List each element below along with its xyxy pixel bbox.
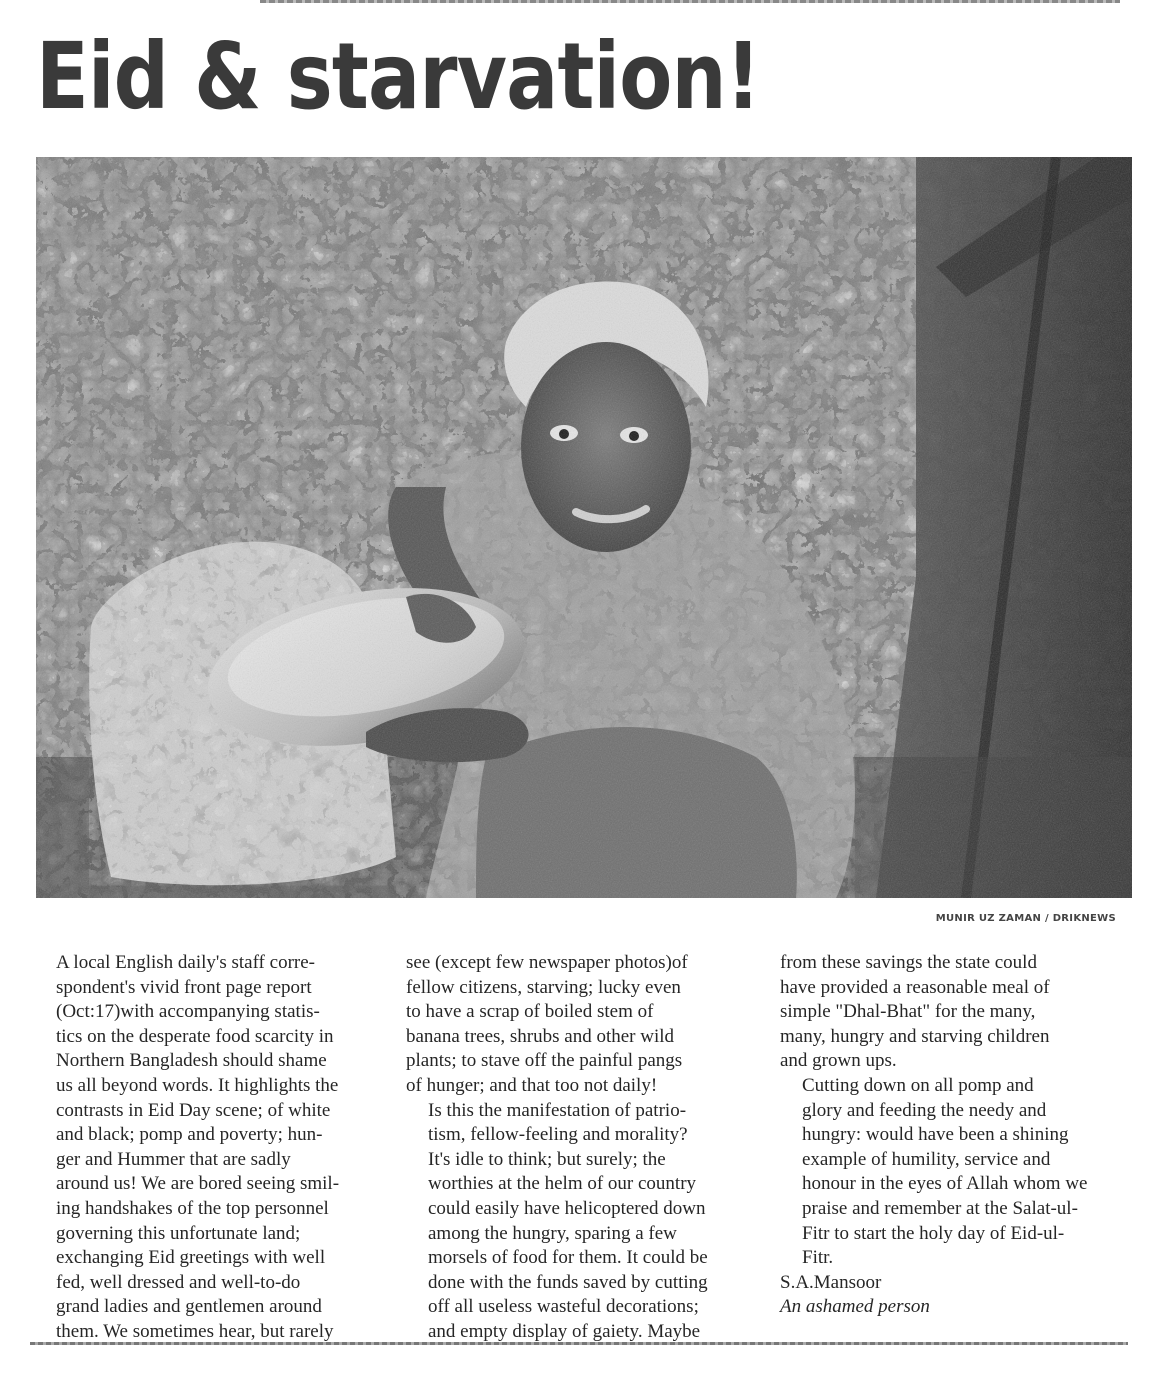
text-line: from these savings the state could (780, 952, 1037, 973)
text-line: grand ladies and gentlemen around (56, 1296, 322, 1318)
text-line: tics on the desperate food scarcity in (56, 1025, 334, 1047)
text-line: example of humility, service and (802, 1148, 1051, 1170)
text-line: and empty display of gaiety. Maybe (428, 1320, 701, 1342)
text-line: Fitr to start the holy day of Eid-ul- (802, 1222, 1065, 1244)
text-line: around us! We are bored seeing smil- (56, 1173, 340, 1195)
text-line: hungry: would have been a shining (802, 1124, 1069, 1146)
text-line: us all beyond words. It highlights the (56, 1074, 339, 1096)
text-line: banana trees, shrubs and other wild (406, 1025, 675, 1047)
text-line: praise and remember at the Salat-ul- (802, 1197, 1078, 1219)
article-column-2 (406, 951, 756, 1345)
text-line: It's idle to think; but surely; the (428, 1148, 666, 1170)
text-line: to have a scrap of boiled stem of (406, 1001, 654, 1023)
text-line: fed, well dressed and well-to-do (56, 1271, 301, 1293)
text-line: and grown ups. (780, 1050, 897, 1072)
text-line: simple "Dhal-Bhat" for the many, (780, 1001, 1036, 1023)
paragraph (406, 951, 756, 1099)
text-line: (Oct:17)with accompanying statis- (56, 1001, 320, 1023)
text-line: spondent's vivid front page report (56, 976, 312, 998)
text-line: tism, fellow-feeling and morality? (428, 1124, 688, 1146)
text-line: governing this unfortunate land; (56, 1222, 301, 1244)
text-line: of hunger; and that too not daily! (406, 1074, 658, 1096)
photo-elderly-woman-with-bowl (36, 157, 1132, 898)
author-name: S.A.Mansoor (780, 1271, 882, 1293)
text-line: done with the funds saved by cutting (428, 1271, 708, 1293)
text-line: contrasts in Eid Day scene; of white (56, 1099, 331, 1121)
text-line: among the hungry, sparing a few (428, 1222, 677, 1244)
text-line: Northern Bangladesh should shame (56, 1050, 327, 1072)
paragraph (780, 951, 1128, 1074)
text-line: morsels of food for them. It could be (428, 1247, 708, 1269)
text-line: off all useless wasteful decorations; (428, 1296, 699, 1318)
headline: Eid & starvation! (36, 23, 761, 130)
paragraph (406, 1099, 756, 1148)
bottom-rule (30, 1342, 1128, 1345)
text-line: could easily have helicoptered down (428, 1197, 706, 1219)
photo-credit: MUNIR UZ ZAMAN / DRIKNEWS (935, 913, 1116, 924)
text-line: see (except few newspaper photos)of (406, 952, 688, 973)
text-line: exchanging Eid greetings with well (56, 1247, 326, 1269)
text-line: A local English daily's staff corre- (56, 952, 315, 973)
text-line: them. We sometimes hear, but rarely (56, 1320, 334, 1342)
paragraph (780, 1074, 1128, 1271)
article-column-1 (34, 951, 374, 1345)
text-line: fellow citizens, starving; lucky even (406, 976, 681, 998)
article-column-3 (780, 951, 1128, 1320)
text-line: plants; to stave off the painful pangs (406, 1050, 683, 1072)
signature (780, 1271, 1128, 1320)
text-line: glory and feeding the needy and (802, 1099, 1047, 1121)
text-line: Fitr. (802, 1247, 834, 1269)
text-line: Is this the manifestation of patrio- (428, 1099, 687, 1121)
text-line: have provided a reasonable meal of (780, 976, 1050, 998)
text-line: worthies at the helm of our country (428, 1173, 697, 1195)
text-line: honour in the eyes of Allah whom we (802, 1173, 1088, 1195)
text-line: Cutting down on all pomp and (802, 1074, 1034, 1096)
text-line: and black; pomp and poverty; hun- (56, 1124, 323, 1146)
top-rule (260, 0, 1120, 3)
article-photo (36, 157, 1132, 898)
text-line: ger and Hummer that are sadly (56, 1148, 291, 1170)
paragraph (34, 951, 374, 1345)
author-description: An ashamed person (780, 1296, 930, 1318)
text-line: many, hungry and starving children (780, 1025, 1050, 1047)
text-line: ing handshakes of the top personnel (56, 1197, 329, 1219)
paragraph (406, 1148, 756, 1345)
